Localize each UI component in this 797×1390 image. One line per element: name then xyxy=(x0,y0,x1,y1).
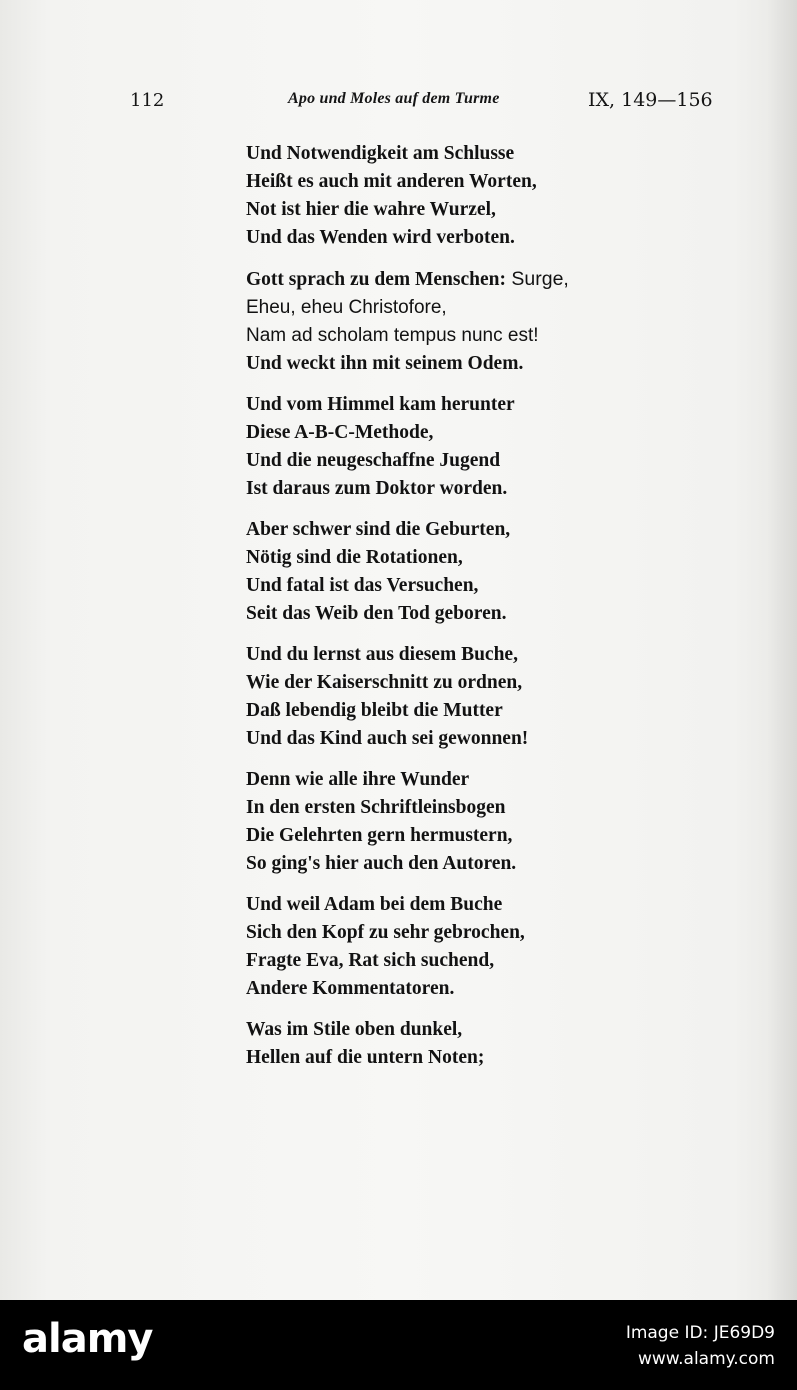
poem-line xyxy=(246,725,666,753)
poem-line xyxy=(246,794,666,822)
poem-line-text: Und die neugeschaffne Jugend xyxy=(246,450,501,471)
poem-line-text: Und weckt ihn mit seinem Odem. xyxy=(246,353,524,374)
poem-line xyxy=(246,919,666,947)
poem-line-text: In den ersten Schriftleinsbogen xyxy=(246,797,506,818)
stanza xyxy=(246,1016,666,1072)
poem-line xyxy=(246,447,666,475)
stanza xyxy=(246,641,666,753)
poem-line xyxy=(246,600,666,628)
poem-line xyxy=(246,975,666,1003)
poem-line xyxy=(246,1044,666,1072)
poem-line xyxy=(246,822,666,850)
poem-line-text: Denn wie alle ihre Wunder xyxy=(246,769,470,790)
image-id: Image ID: JE69D9 xyxy=(625,1323,775,1343)
poem-body xyxy=(246,140,666,1085)
stanza xyxy=(246,265,666,378)
stanza xyxy=(246,140,666,252)
poem-line xyxy=(246,641,666,669)
poem-line-text: Sich den Kopf zu sehr gebrochen, xyxy=(246,922,525,943)
poem-line-text: Die Gelehrten gern hermustern, xyxy=(246,825,513,846)
poem-line-text: Wie der Kaiserschnitt zu ordnen, xyxy=(246,672,523,693)
poem-line xyxy=(246,140,666,168)
poem-line xyxy=(246,669,666,697)
poem-line xyxy=(246,196,666,224)
poem-line-text: Andere Kommentatoren. xyxy=(246,978,455,999)
poem-line xyxy=(246,322,666,350)
poem-line-text: Daß lebendig bleibt die Mutter xyxy=(246,700,503,721)
stanza xyxy=(246,391,666,503)
poem-line xyxy=(246,1016,666,1044)
site-url: www.alamy.com xyxy=(637,1349,775,1369)
poem-line xyxy=(246,891,666,919)
running-title: Apo und Moles auf dem Turme xyxy=(288,90,500,107)
poem-line-text: Seit das Weib den Tod geboren. xyxy=(246,603,507,624)
poem-line-text: Ist daraus zum Doktor worden. xyxy=(246,478,508,499)
poem-line xyxy=(246,419,666,447)
poem-line-text: Und du lernst aus diesem Buche, xyxy=(246,644,518,665)
poem-line xyxy=(246,168,666,196)
poem-line-text: Hellen auf die untern Noten; xyxy=(246,1047,485,1068)
poem-line xyxy=(246,294,666,322)
poem-line-text: Und fatal ist das Versuchen, xyxy=(246,575,479,596)
page-number: 112 xyxy=(130,90,165,111)
stanza xyxy=(246,766,666,878)
poem-line xyxy=(246,947,666,975)
page-edge-shadow xyxy=(767,0,797,1300)
poem-line-text: Nötig sind die Rotationen, xyxy=(246,547,463,568)
poem-line xyxy=(246,516,666,544)
poem-line-text: Not ist hier die wahre Wurzel, xyxy=(246,199,496,220)
poem-line-text: Und weil Adam bei dem Buche xyxy=(246,894,503,915)
page-header xyxy=(0,86,797,114)
poem-line xyxy=(246,350,666,378)
poem-line-text: Diese A-B-C-Methode, xyxy=(246,422,434,443)
poem-line xyxy=(246,697,666,725)
stanza xyxy=(246,891,666,1003)
poem-line-text: Und das Kind auch sei gewonnen! xyxy=(246,728,529,749)
poem-line-text: So ging's hier auch den Autoren. xyxy=(246,853,517,874)
poem-line-text: Fragte Eva, Rat sich suchend, xyxy=(246,950,495,971)
poem-line-text: Aber schwer sind die Geburten, xyxy=(246,519,511,540)
image-id-block xyxy=(626,1320,775,1372)
poem-line-text: Gott sprach zu dem Menschen: xyxy=(246,269,506,290)
poem-line-text: Und das Wenden wird verboten. xyxy=(246,227,515,248)
poem-line xyxy=(246,224,666,252)
poem-line xyxy=(246,391,666,419)
poem-line xyxy=(246,544,666,572)
stanza xyxy=(246,516,666,628)
poem-line-text: Und vom Himmel kam herunter xyxy=(246,394,515,415)
poem-line-text: Heißt es auch mit anderen Worten, xyxy=(246,171,537,192)
poem-line-text: Was im Stile oben dunkel, xyxy=(246,1019,463,1040)
poem-line xyxy=(246,850,666,878)
poem-line-text: Eheu, eheu Christofore, xyxy=(246,297,447,318)
section-reference: IX, 149—156 xyxy=(588,89,713,111)
poem-line-latin: Surge, xyxy=(505,268,569,290)
poem-line xyxy=(246,475,666,503)
poem-line-text: Nam ad scholam tempus nunc est! xyxy=(246,325,539,346)
poem-line xyxy=(246,766,666,794)
poem-line xyxy=(246,265,666,294)
brand-logo: alamy xyxy=(22,1316,153,1362)
poem-line-text: Und Notwendigkeit am Schlusse xyxy=(246,143,515,164)
poem-line xyxy=(246,572,666,600)
